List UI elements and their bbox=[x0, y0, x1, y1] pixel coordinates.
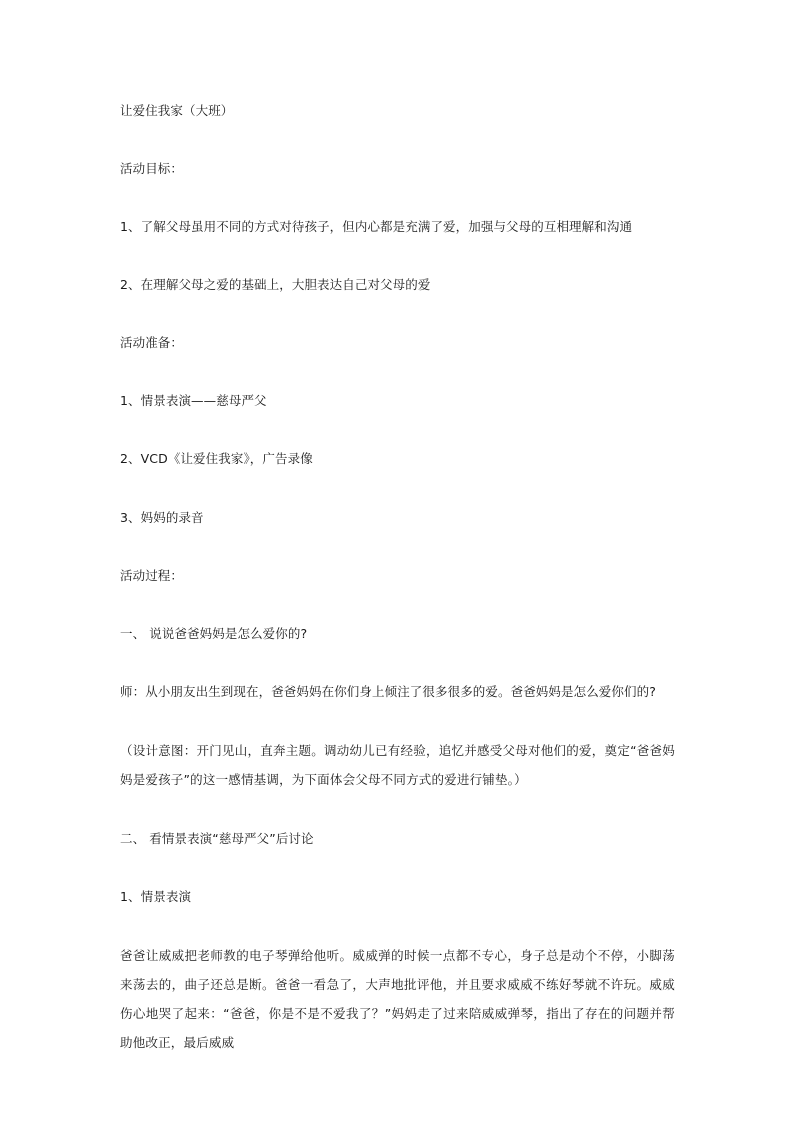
prep-heading: 活动准备： bbox=[120, 335, 184, 350]
goal-item-1: 1、了解父母虽用不同的方式对待孩子，但内心都是充满了爱，加强与父母的互相理解和沟通 bbox=[120, 219, 633, 234]
goals-heading: 活动目标： bbox=[120, 161, 184, 176]
prep-item-2: 2、VCD《让爱住我家》，广告录像 bbox=[120, 451, 313, 466]
prep-item-3: 3、妈妈的录音 bbox=[120, 510, 204, 525]
process-heading: 活动过程： bbox=[120, 568, 184, 583]
document-title: 让爱住我家（大班） bbox=[120, 103, 234, 118]
section-1-heading: 一、 说说爸爸妈妈是怎么爱你的? bbox=[120, 626, 308, 641]
section-2-heading: 二、 看情景表演“慈母严父”后讨论 bbox=[120, 831, 314, 846]
goal-item-2: 2、在理解父母之爱的基础上，大胆表达自己对父母的爱 bbox=[120, 277, 431, 292]
sub-item-1: 1、情景表演 bbox=[120, 889, 192, 904]
prep-item-1: 1、情景表演——慈母严父 bbox=[120, 393, 267, 408]
story-paragraph: 爸爸让威威把老师教的电子琴弹给他听。威威弹的时候一点都不专心，身子总是动个不停，小脚荡来荡去的，曲子还总是断。爸爸一看急了，大声地批评他，并且要求威威不练好琴就不许玩。威威伤心地哭了起来：“爸爸，你是不是不爱我了？”妈妈走了过来陪威威弹琴，指出了存在的问题并帮助他改正，最后威威 bbox=[120, 948, 675, 1050]
design-note: （设计意图：开门见山，直奔主题。调动幼儿已有经验，追忆并感受父母对他们的爱，奠定“爸爸妈妈是爱孩子”的这一感情基调，为下面体会父母不同方式的爱进行铺垫。） bbox=[120, 743, 675, 787]
teacher-line: 师：从小朋友出生到现在，爸爸妈妈在你们身上倾注了很多很多的爱。爸爸妈妈是怎么爱你们的? bbox=[120, 684, 656, 699]
